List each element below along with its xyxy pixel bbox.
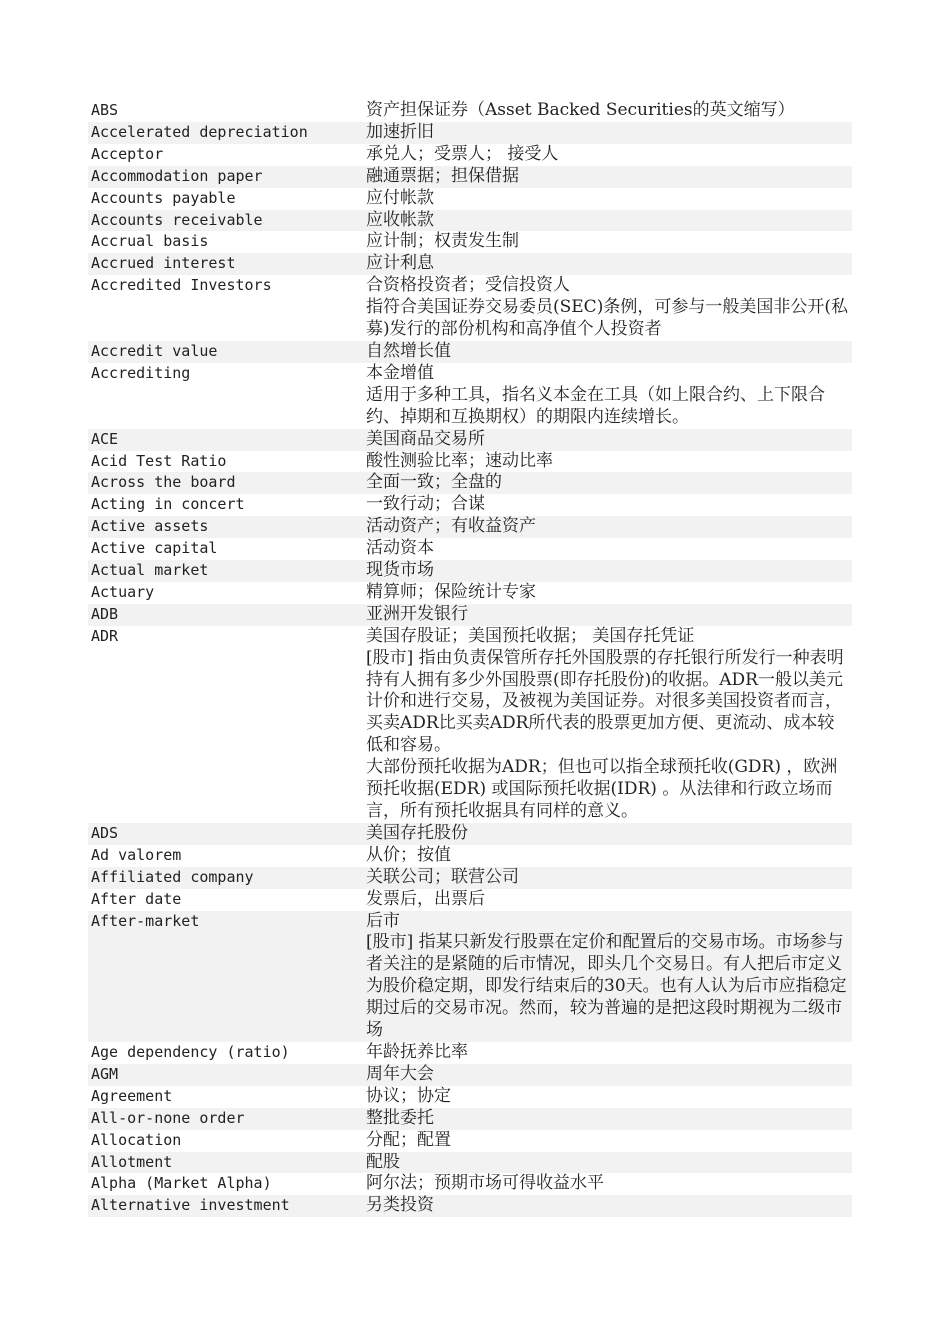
glossary-term: Accrued interest bbox=[91, 254, 236, 273]
glossary-term: Accounts payable bbox=[91, 188, 236, 207]
glossary-term: Accounts receivable bbox=[91, 210, 263, 229]
glossary-row bbox=[88, 341, 852, 363]
definition-line: 现货市场 bbox=[366, 560, 434, 581]
glossary-term: AGM bbox=[91, 1064, 119, 1083]
glossary-row bbox=[88, 472, 852, 494]
glossary-row bbox=[88, 210, 852, 232]
glossary-term: Across the board bbox=[91, 473, 236, 492]
glossary-definition bbox=[366, 560, 852, 582]
definition-line: 周年大会 bbox=[366, 1063, 434, 1084]
glossary-definition bbox=[366, 472, 852, 494]
definition-line: 美国存股证；美国预托收据； 美国存托凭证 bbox=[366, 625, 695, 646]
glossary-definition bbox=[366, 253, 852, 275]
definition-line: 资产担保证券（Asset Backed Securities的英文缩写） bbox=[366, 100, 795, 120]
glossary-row bbox=[88, 144, 852, 166]
definition-line: 指符合美国证券交易委员(SEC)条例，可参与一般美国非公开(私募)发行的部份机构和高净值个人投资者 bbox=[366, 297, 848, 340]
glossary-definition bbox=[366, 231, 852, 253]
glossary-row bbox=[88, 1173, 852, 1195]
glossary-term: Age dependency (ratio) bbox=[91, 1042, 290, 1061]
glossary-definition bbox=[366, 1130, 852, 1152]
definition-line: 关联公司；联营公司 bbox=[366, 866, 519, 887]
glossary-definition bbox=[366, 1086, 852, 1108]
glossary-definition bbox=[366, 889, 852, 911]
definition-line: 全面一致；全盘的 bbox=[366, 472, 502, 493]
glossary-term: ADR bbox=[91, 626, 119, 645]
definition-line: 自然增长值 bbox=[366, 340, 451, 361]
definition-line: 整批委托 bbox=[366, 1107, 434, 1128]
glossary-term: Accommodation paper bbox=[91, 166, 263, 185]
definition-line: 承兑人；受票人； 接受人 bbox=[366, 143, 559, 164]
glossary-term: Alternative investment bbox=[91, 1196, 290, 1215]
glossary-term: Ad valorem bbox=[91, 845, 182, 864]
glossary-definition bbox=[366, 1173, 852, 1195]
glossary-definition bbox=[366, 341, 852, 363]
glossary-row bbox=[88, 889, 852, 911]
glossary-row bbox=[88, 560, 852, 582]
glossary-term: Active capital bbox=[91, 539, 218, 558]
glossary-term: Acceptor bbox=[91, 144, 164, 163]
glossary-term: Accredited Investors bbox=[91, 276, 272, 295]
definition-line: 精算师；保险统计专家 bbox=[366, 581, 536, 602]
definition-line: 协议；协定 bbox=[366, 1085, 451, 1106]
glossary-definition bbox=[366, 604, 852, 626]
definition-line: 配股 bbox=[366, 1151, 400, 1172]
glossary-term: Accredit value bbox=[91, 341, 218, 360]
definition-line: 大部份预托收据为ADR；但也可以指全球预托收(GDR) ，欧洲预托收据(EDR) 或国际预托收据(IDR) 。从法律和行政立场而言，所有预托收据具有同样的意义。 bbox=[366, 757, 838, 821]
glossary-term: Accrual basis bbox=[91, 232, 209, 251]
glossary-definition bbox=[366, 166, 852, 188]
glossary-term: Accelerated depreciation bbox=[91, 122, 308, 141]
glossary-row bbox=[88, 516, 852, 538]
glossary-definition bbox=[366, 1108, 852, 1130]
glossary-definition bbox=[366, 1042, 852, 1064]
glossary-term: After date bbox=[91, 889, 182, 908]
definition-line: 酸性测验比率；速动比率 bbox=[366, 450, 553, 471]
definition-line: 适用于多种工具，指名义本金在工具（如上限合约、上下限合约、掉期和互换期权）的期限内连续增长。 bbox=[366, 384, 825, 427]
glossary-row bbox=[88, 100, 852, 122]
glossary-row bbox=[88, 1130, 852, 1152]
glossary-row bbox=[88, 429, 852, 451]
glossary-definition bbox=[366, 626, 852, 823]
glossary-definition bbox=[366, 275, 852, 341]
definition-line: [股市] 指某只新发行股票在定价和配置后的交易市场。市场参与者关注的是紧随的后市情况，即头几个交易日。有人把后市定义为股价稳定期，即发行结束后的30天。也有人认为后市应指稳定期过后的交易市况。然而，较为普遍的是把这段时期视为二级市场 bbox=[366, 932, 847, 1041]
glossary-row bbox=[88, 494, 852, 516]
glossary-row bbox=[88, 582, 852, 604]
glossary-row bbox=[88, 867, 852, 889]
definition-line: 后市 bbox=[366, 910, 400, 931]
definition-line: 年龄抚养比率 bbox=[366, 1041, 468, 1062]
glossary-definition bbox=[366, 582, 852, 604]
glossary-definition bbox=[366, 823, 852, 845]
glossary-term: Acting in concert bbox=[91, 495, 245, 514]
glossary-row bbox=[88, 823, 852, 845]
glossary-term: ADS bbox=[91, 823, 119, 842]
glossary-row bbox=[88, 626, 852, 823]
glossary-row bbox=[88, 253, 852, 275]
definition-line: 应计制；权责发生制 bbox=[366, 231, 519, 252]
glossary-row bbox=[88, 911, 852, 1042]
definition-line: 美国存托股份 bbox=[366, 822, 468, 843]
glossary-table bbox=[88, 100, 852, 1217]
definition-line: 发票后，出票后 bbox=[366, 888, 485, 909]
glossary-row bbox=[88, 1152, 852, 1174]
glossary-term: Actuary bbox=[91, 582, 155, 601]
definition-line: 本金增值 bbox=[366, 362, 434, 383]
glossary-row bbox=[88, 845, 852, 867]
definition-line: 亚洲开发银行 bbox=[366, 603, 468, 624]
glossary-term: ABS bbox=[91, 101, 119, 119]
glossary-definition bbox=[366, 122, 852, 144]
glossary-definition bbox=[366, 867, 852, 889]
glossary-definition bbox=[366, 494, 852, 516]
definition-line: 一致行动；合谋 bbox=[366, 494, 485, 515]
glossary-row bbox=[88, 363, 852, 429]
glossary-term: Actual market bbox=[91, 561, 209, 580]
glossary-definition bbox=[366, 451, 852, 473]
glossary-term: ADB bbox=[91, 604, 119, 623]
glossary-row bbox=[88, 451, 852, 473]
glossary-row bbox=[88, 1195, 852, 1217]
glossary-row bbox=[88, 1086, 852, 1108]
glossary-term: Alpha (Market Alpha) bbox=[91, 1174, 272, 1193]
definition-line: 分配；配置 bbox=[366, 1129, 451, 1150]
definition-line: 应计利息 bbox=[366, 253, 434, 274]
glossary-term: Active assets bbox=[91, 517, 209, 536]
definition-line: [股市] 指由负责保管所存托外国股票的存托银行所发行一种表明持有人拥有多少外国股票(即存托股份)的收据。ADR一般以美元计价和进行交易，及被视为美国证券。对很多美国投资者而言，买卖ADR比买卖ADR所代表的股票更加方便、更流动、成本较低和容易。 bbox=[366, 647, 844, 756]
glossary-term: ACE bbox=[91, 429, 119, 448]
glossary-definition bbox=[366, 911, 852, 1042]
glossary-term: Agreement bbox=[91, 1086, 173, 1105]
glossary-definition bbox=[366, 845, 852, 867]
definition-line: 活动资产；有收益资产 bbox=[366, 516, 536, 537]
glossary-definition bbox=[366, 538, 852, 560]
glossary-definition bbox=[366, 1195, 852, 1217]
glossary-term: Acid Test Ratio bbox=[91, 451, 227, 470]
definition-line: 应收帐款 bbox=[366, 209, 434, 230]
glossary-definition bbox=[366, 363, 852, 429]
glossary-definition bbox=[366, 429, 852, 451]
glossary-definition bbox=[366, 1064, 852, 1086]
glossary-row bbox=[88, 1042, 852, 1064]
definition-line: 加速折旧 bbox=[366, 121, 434, 142]
glossary-definition bbox=[366, 100, 852, 122]
glossary-row bbox=[88, 188, 852, 210]
glossary-row bbox=[88, 604, 852, 626]
glossary-row bbox=[88, 231, 852, 253]
definition-line: 另类投资 bbox=[366, 1195, 434, 1216]
definition-line: 阿尔法；预期市场可得收益水平 bbox=[366, 1173, 604, 1194]
glossary-term: All-or-none order bbox=[91, 1108, 245, 1127]
glossary-definition bbox=[366, 144, 852, 166]
definition-line: 融通票据；担保借据 bbox=[366, 165, 519, 186]
glossary-term: Allocation bbox=[91, 1130, 182, 1149]
definition-line: 合资格投资者；受信投资人 bbox=[366, 275, 570, 296]
glossary-row bbox=[88, 1108, 852, 1130]
glossary-row bbox=[88, 275, 852, 341]
glossary-definition bbox=[366, 516, 852, 538]
glossary-row bbox=[88, 1064, 852, 1086]
definition-line: 从价；按值 bbox=[366, 844, 451, 865]
glossary-term: After-market bbox=[91, 911, 200, 930]
definition-line: 活动资本 bbox=[366, 538, 434, 559]
glossary-term: Affiliated company bbox=[91, 867, 254, 886]
definition-line: 应付帐款 bbox=[366, 187, 434, 208]
glossary-definition bbox=[366, 1152, 852, 1174]
glossary-row bbox=[88, 538, 852, 560]
glossary-term: Accrediting bbox=[91, 363, 191, 382]
glossary-definition bbox=[366, 188, 852, 210]
glossary-row bbox=[88, 122, 852, 144]
glossary-term: Allotment bbox=[91, 1152, 173, 1171]
glossary-definition bbox=[366, 210, 852, 232]
glossary-row bbox=[88, 166, 852, 188]
definition-line: 美国商品交易所 bbox=[366, 428, 485, 449]
